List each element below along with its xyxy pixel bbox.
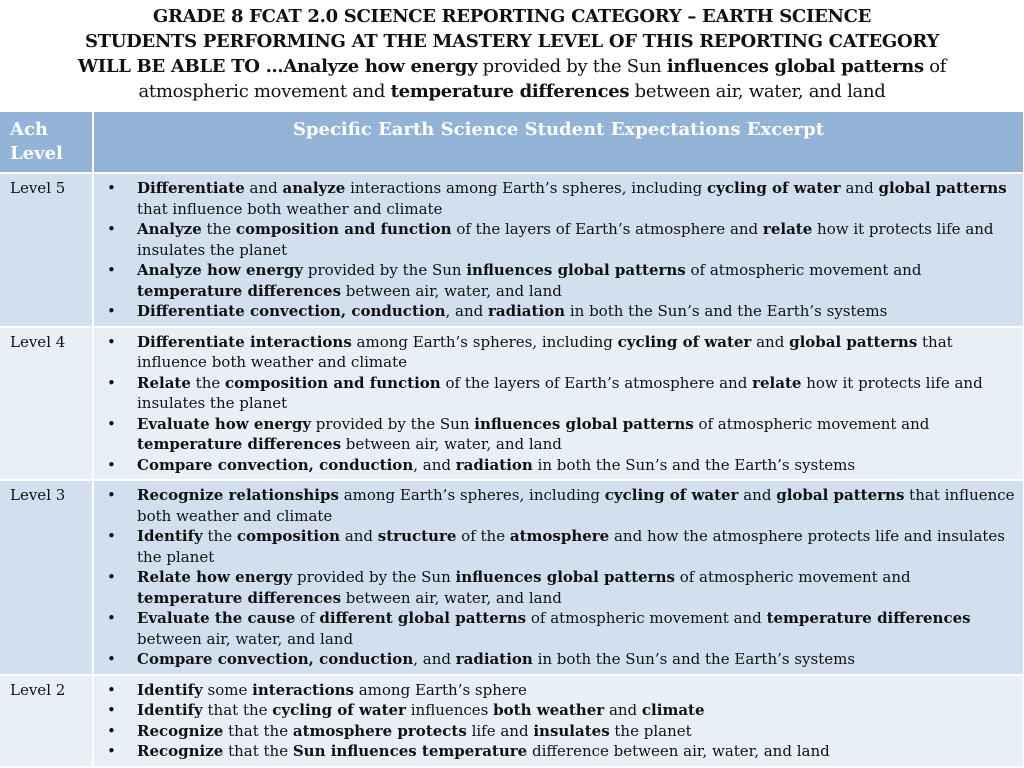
header-line-3: WILL BE ABLE TO …Analyze how energy provided by the Sun influences global patterns of: [77, 56, 947, 77]
expectation-text: Analyze how energy provided by the Sun influences global patterns of atmospheric movement and temperature differences between air, water, and land: [137, 261, 922, 300]
bullet-icon: •: [107, 179, 116, 197]
expectation-text: Identify that the cycling of water influences both weather and climate: [137, 701, 705, 719]
header-line-4: atmospheric movement and temperature differences between air, water, and land: [138, 81, 886, 102]
bullet-icon: •: [107, 701, 116, 719]
header-line-2: STUDENTS PERFORMING AT THE MASTERY LEVEL OF THIS REPORTING CATEGORY: [84, 31, 940, 52]
table-header-row: [0, 112, 1024, 173]
list-item: [104, 260, 1019, 301]
list-item: [104, 178, 1019, 219]
list-item: [104, 721, 1019, 742]
bullet-icon: •: [107, 332, 116, 351]
bullet-icon: •: [107, 721, 116, 740]
bullet-icon: •: [107, 220, 116, 238]
list-item: [104, 373, 1019, 414]
expectation-text: Differentiate and analyze interactions among Earth’s spheres, including cycling of water and global patterns that influence both weather and climate: [137, 179, 1007, 218]
expectation-text: Relate how energy provided by the Sun influences global patterns of atmospheric movement and temperature differences between air, water, and land: [137, 568, 911, 607]
list-item: [104, 332, 1019, 373]
bullet-icon: •: [107, 302, 116, 320]
expectation-text: Recognize that the Sun influences temperature difference between air, water, and land: [137, 742, 830, 760]
expectations-cell: [93, 480, 1024, 675]
expectation-text: Relate the composition and function of the layers of Earth’s atmosphere and relate how it protects life and insulates the planet: [137, 373, 983, 412]
expectations-cell: [93, 327, 1024, 481]
column-header-expectations: Specific Earth Science Student Expectations Excerpt: [93, 112, 1024, 173]
bullet-icon: •: [107, 568, 116, 586]
column-header-level: Ach Level: [0, 112, 93, 173]
bullet-icon: •: [107, 527, 116, 545]
bullet-icon: •: [107, 680, 116, 699]
expectations-list: [104, 485, 1019, 670]
expectation-text: Identify some interactions among Earth’s sphere: [137, 680, 527, 699]
list-item: [104, 680, 1019, 701]
level-cell: Level 4: [0, 327, 93, 481]
list-item: [104, 455, 1019, 476]
expectation-text: Compare convection, conduction, and radiation in both the Sun’s and the Earth’s systems: [137, 650, 856, 668]
list-item: [104, 301, 1019, 322]
list-item: [104, 608, 1019, 649]
list-item: [104, 741, 1019, 762]
list-item: [104, 526, 1019, 567]
expectation-text: Differentiate convection, conduction, and radiation in both the Sun’s and the Earth’s systems: [137, 302, 888, 320]
table-body: [0, 173, 1024, 766]
expectations-list: [104, 680, 1019, 762]
expectation-text: Analyze the composition and function of the layers of Earth’s atmosphere and relate how it protects life and insulates the planet: [137, 220, 994, 259]
level-cell: Level 3: [0, 480, 93, 675]
bullet-icon: •: [107, 261, 116, 279]
expectations-cell: [93, 173, 1024, 327]
expectation-text: Compare convection, conduction, and radiation in both the Sun’s and the Earth’s systems: [137, 455, 856, 474]
bullet-icon: •: [107, 650, 116, 668]
bullet-icon: •: [107, 455, 116, 474]
list-item: [104, 414, 1019, 455]
level-cell: Level 2: [0, 675, 93, 766]
list-item: [104, 700, 1019, 721]
list-item: [104, 485, 1019, 526]
expectation-text: Evaluate the cause of different global patterns of atmospheric movement and temperature differences between air, water, and land: [137, 609, 971, 648]
expectation-text: Differentiate interactions among Earth’s spheres, including cycling of water and global patterns that influence both weather and climate: [137, 332, 953, 371]
bullet-icon: •: [107, 742, 116, 760]
bullet-icon: •: [107, 373, 116, 392]
expectation-text: Recognize that the atmosphere protects life and insulates the planet: [137, 721, 692, 740]
table-row: [0, 173, 1024, 327]
list-item: [104, 219, 1019, 260]
expectations-cell: [93, 675, 1024, 766]
expectation-text: Recognize relationships among Earth’s spheres, including cycling of water and global patterns that influence both weather and climate: [137, 486, 1015, 525]
list-item: [104, 649, 1019, 670]
expectations-list: [104, 332, 1019, 476]
page-header: [0, 0, 1024, 110]
table-row: [0, 480, 1024, 675]
expectations-table: [0, 112, 1024, 766]
bullet-icon: •: [107, 609, 116, 627]
list-item: [104, 567, 1019, 608]
table-row: [0, 675, 1024, 766]
expectations-list: [104, 178, 1019, 322]
bullet-icon: •: [107, 486, 116, 504]
table-row: [0, 327, 1024, 481]
level-cell: Level 5: [0, 173, 93, 327]
header-line-1: GRADE 8 FCAT 2.0 SCIENCE REPORTING CATEGORY – EARTH SCIENCE: [152, 6, 872, 27]
bullet-icon: •: [107, 414, 116, 433]
expectation-text: Identify the composition and structure of the atmosphere and how the atmosphere protects life and insulates the planet: [137, 527, 1005, 566]
expectation-text: Evaluate how energy provided by the Sun influences global patterns of atmospheric movement and temperature differences between air, water, and land: [137, 414, 930, 453]
